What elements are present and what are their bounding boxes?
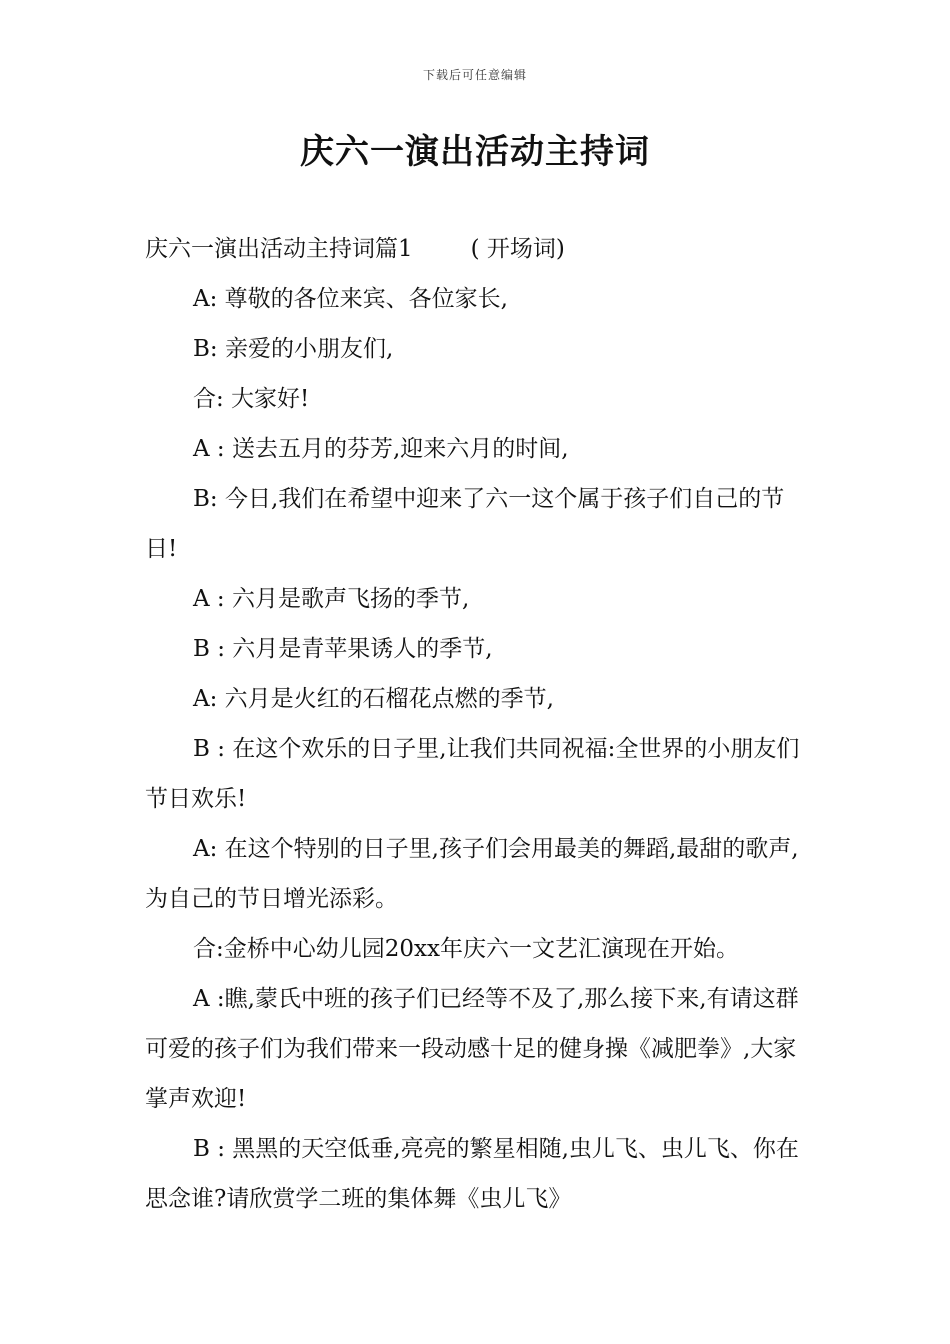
document-body: [145, 224, 810, 1224]
paragraph: B: 今日,我们在希望中迎来了六一这个属于孩子们自己的节日!: [145, 486, 785, 562]
paragraph: A: 六月是火红的石榴花点燃的季节,: [193, 686, 554, 712]
paragraph: 合: 大家好!: [193, 386, 310, 412]
paragraph: B : 黑黑的天空低垂,亮亮的繁星相随,虫儿飞、虫儿飞、你在思念谁?请欣赏学二班的集体舞《虫儿飞》: [145, 1136, 799, 1212]
paragraph: A :瞧,蒙氏中班的孩子们已经等不及了,那么接下来,有请这群可爱的孩子们为我们带来一段动感十足的健身操《减肥拳》,大家掌声欢迎!: [145, 986, 799, 1112]
paragraph: A: 尊敬的各位来宾、各位家长,: [193, 286, 508, 312]
paragraph: 合:金桥中心幼儿园20xx年庆六一文艺汇演现在开始。: [193, 936, 739, 962]
section-heading: 庆六一演出活动主持词篇1: [145, 236, 413, 262]
paragraph: A: 在这个特别的日子里,孩子们会用最美的舞蹈,最甜的歌声,为自己的节日增光添彩。: [145, 836, 799, 912]
page-header-note: 下载后可任意编辑: [422, 68, 527, 82]
paragraph: A : 送去五月的芬芳,迎来六月的时间,: [193, 436, 569, 462]
paragraph: A : 六月是歌声飞扬的季节,: [193, 586, 470, 612]
document-title: 庆六一演出活动主持词: [300, 132, 650, 172]
section-heading-line: [145, 224, 810, 274]
paragraph: B : 六月是青苹果诱人的季节,: [193, 636, 493, 662]
paragraph: B: 亲爱的小朋友们,: [193, 336, 394, 362]
section-subheading: ( 开场词): [470, 236, 565, 262]
paragraph: B : 在这个欢乐的日子里,让我们共同祝福:全世界的小朋友们节日欢乐!: [145, 736, 800, 812]
